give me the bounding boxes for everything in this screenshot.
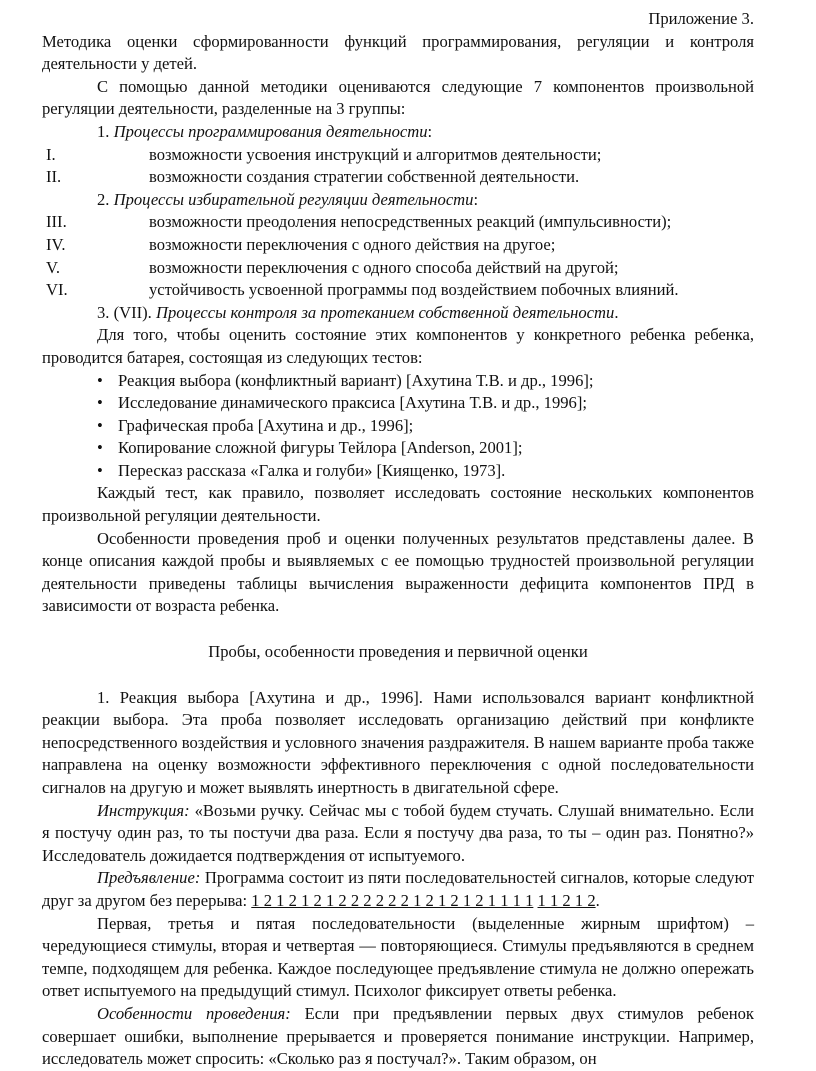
reaction-choice-paragraph: 1. Реакция выбора [Ахутина и др., 1996]. Нами использовался вариант конфликтной реакции выбора. Эта проба позволяет исследовать организацию действий при конфликте непосредственного воздействия и условного значения раздражителя. В нашем варианте проба также направлена на оценку возможности эффективного переключения с одной последовательности сигналов на другую и может выявлять инертность в двигательной сфере. [42,687,754,797]
test-list-item: • Исследование динамического праксиса [Ахутина Т.В. и др., 1996]; [42,392,754,415]
component-item: VI. устойчивость усвоенной программы под воздействием побочных влияний. [46,280,679,300]
bullet-icon: • [97,370,103,390]
bullet-icon: • [97,460,103,480]
test-list-item: • Пересказ рассказа «Галка и голуби» [Киященко, 1973]. [42,460,754,483]
test-list-item: • Реакция выбора (конфликтный вариант) [Ахутина Т.В. и др., 1996]; [42,370,754,393]
instruction-paragraph: Инструкция: «Возьми ручку. Сейчас мы с тобой будем стучать. Слушай внимательно. Если я постучу один раз, то ты постучи два раза. Если я постучу два раза, то ты – один раз. Понятно?» Исследователь дожидается подтверждения от испытуемого. [42,800,754,865]
bullet-icon: • [97,393,103,413]
document-title: Методика оценки сформированности функций программирования, регуляции и контроля деятельности у детей. [42,31,754,74]
sequences-paragraph: Первая, третья и пятая последовательности (выделенные жирным шрифтом) – чередующиеся стимулы, вторая и четвертая — повторяющиеся. Стимулы предъявляются в среднем темпе, подходящем для ребенка. Каждое последующее предъявление стимула не должно опережать ответ испытуемого на предыдущий стимул. Психолог фиксирует ответы ребенка. [42,913,754,1001]
appendix-label: Приложение 3. [648,9,754,28]
each-test-paragraph: Каждый тест, как правило, позволяет исследовать состояние нескольких компонентов произвольной регуляции деятельности. [42,483,754,526]
bullet-icon: • [97,415,103,435]
section-heading: Пробы, особенности проведения и первичной оценки [208,642,588,662]
component-item: II. возможности создания стратегии собственной деятельности. [46,167,580,187]
test-list-item: • Копирование сложной фигуры Тейлора [Anderson, 2001]; [42,437,754,460]
signal-sequence-cont: 1 1 2 1 2 [537,890,596,910]
group-2-heading: 2. Процессы избирательной регуляции деятельности: [97,189,479,209]
intro-paragraph: С помощью данной методики оцениваются следующие 7 компонентов произвольной регуляции деятельности, разделенные на 3 группы: [42,76,754,119]
presentation-paragraph: Предъявление: Программа состоит из пяти последовательностей сигналов, которые следуют друг за другом без перерыва: 1 2 1 2 1 2 1 2 2 2 2 2 2 1 2 1 2 1 2 1 1 1 1 1 1 2 1 2. [42,868,754,910]
component-item: V. возможности переключения с одного способа действий на другой; [46,257,619,277]
features-paragraph: Особенности проведения проб и оценки полученных результатов представлены далее. В конце описания каждой пробы и выявляемых с ее помощью трудностей произвольной регуляции деятельности приведены таблицы вычисления выраженности дефицита компонентов ПРД в зависимости от возраста ребенка. [42,528,754,616]
group-3-heading: 3. (VII). Процессы контроля за протеканием собственной деятельности. [97,302,619,322]
bullet-icon: • [97,438,103,458]
conduct-paragraph: Особенности проведения: Если при предъявлении первых двух стимулов ребенок совершает ошибки, выполнение прерывается и проверяется понимание инструкции. Например, исследователь может спросить: «Сколько раз я постучал?». Таким образом, он [42,1003,754,1069]
document-page [42,8,754,1071]
tests-intro-paragraph: Для того, чтобы оценить состояние этих компонентов у конкретного ребенка ребенка, проводится батарея, состоящая из следующих тестов: [42,325,754,367]
test-list-item: • Графическая проба [Ахутина и др., 1996]; [42,415,754,438]
group-1-heading: 1. Процессы программирования деятельности: [97,121,433,141]
component-item: III. возможности преодоления непосредственных реакций (импульсивности); [46,212,672,232]
component-item: I. возможности усвоения инструкций и алгоритмов деятельности; [46,144,602,164]
signal-sequence: 1 2 1 2 1 2 1 2 2 2 2 2 2 1 2 1 2 1 2 1 1 1 1 [251,890,534,910]
component-item: IV. возможности переключения с одного действия на другое; [46,234,556,254]
